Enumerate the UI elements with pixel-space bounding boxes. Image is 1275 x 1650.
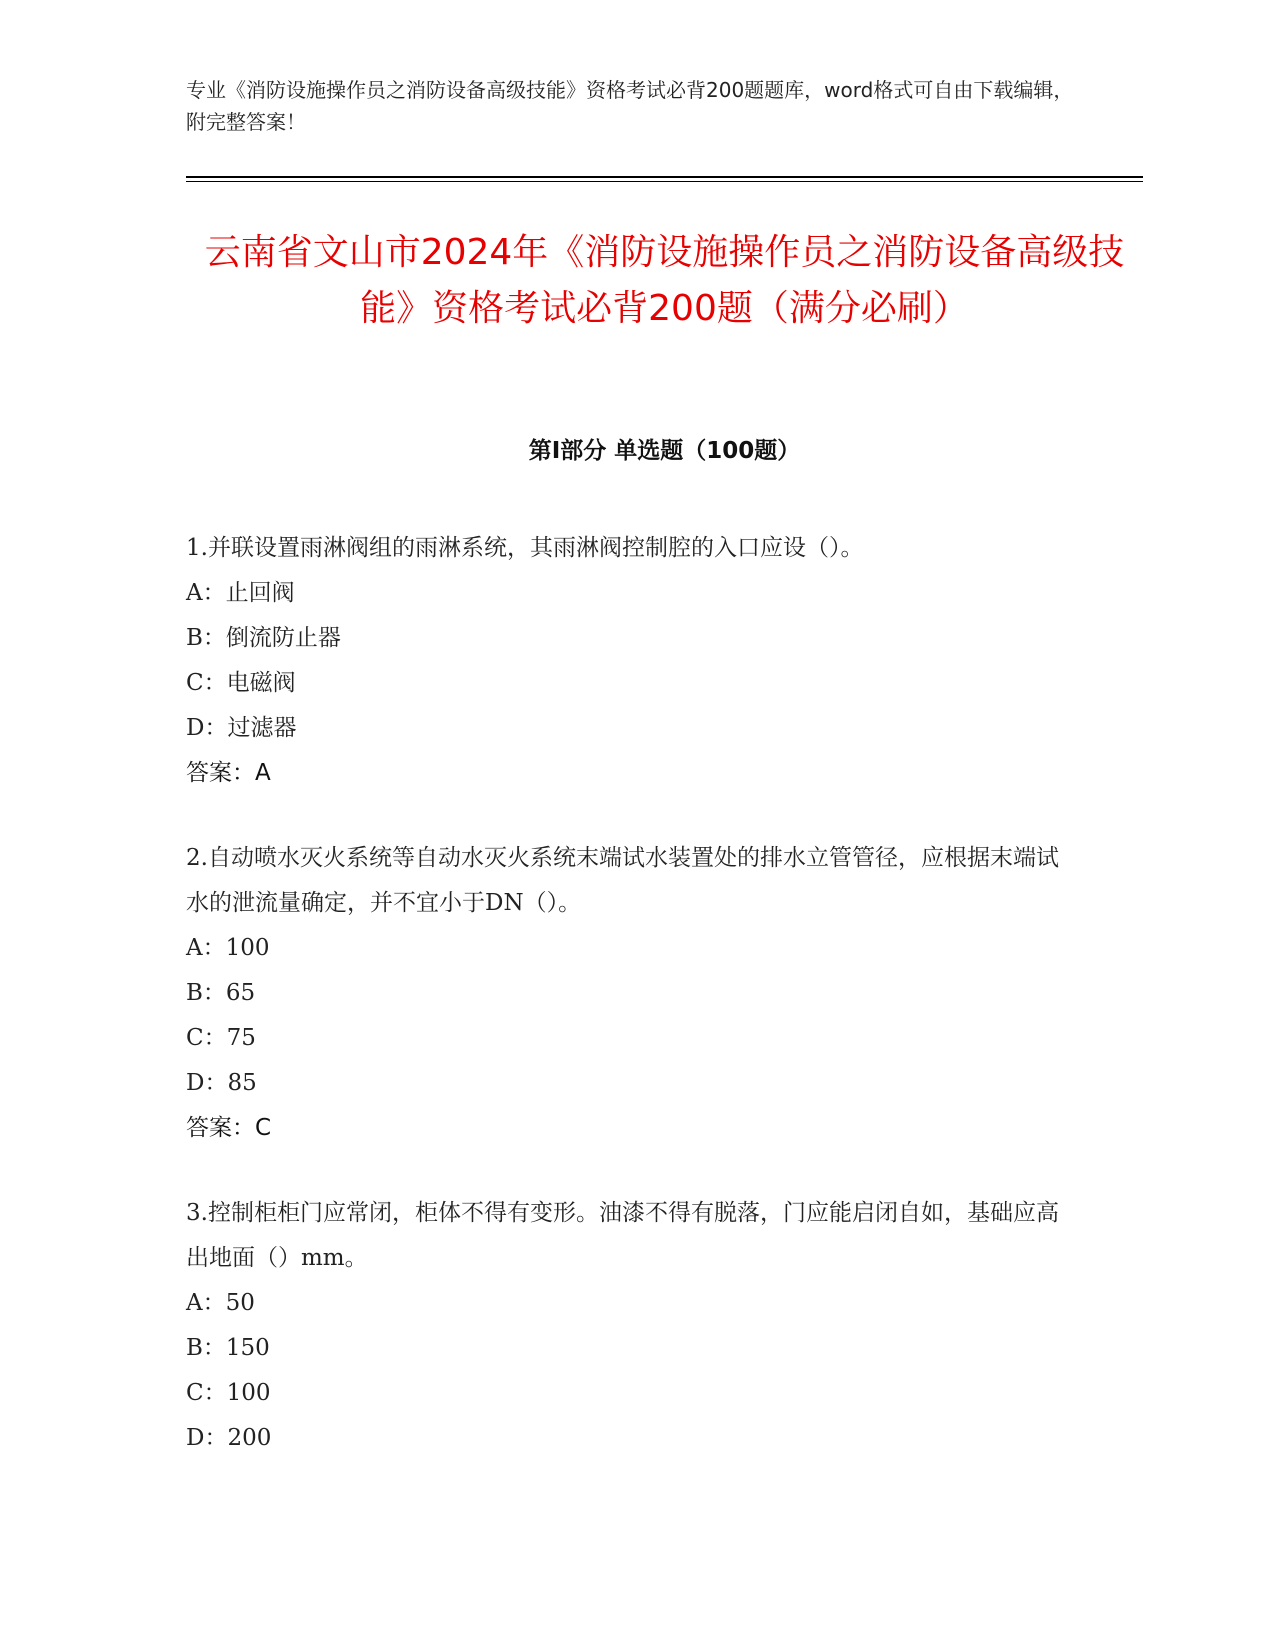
header-divider-thin [186,181,1143,182]
option-a: A：100 [186,935,270,961]
question-2 [186,836,1066,1151]
option-d: D：200 [186,1425,272,1451]
option-b: B：65 [186,980,256,1006]
question-stem: 2.自动喷水灭火系统等自动水灭火系统末端试水装置处的排水立管管径，应根据末端试水的泄流量确定，并不宜小于DN（）。 [186,845,1059,916]
question-3 [186,1191,1066,1461]
question-stem: 3.控制柜柜门应常闭，柜体不得有变形。油漆不得有脱落，门应能启闭自如，基础应高出地面（）mm。 [186,1200,1059,1271]
section-title: 第Ⅰ部分 单选题（100题） [528,438,801,464]
header-divider-thick [186,176,1143,178]
option-c: C：电磁阀 [186,670,296,696]
question-list [186,526,1066,1501]
header-note: 专业《消防设施操作员之消防设备高级技能》资格考试必背200题题库，word格式可自由下载编辑，附完整答案！ [186,78,1074,134]
option-b: B：倒流防止器 [186,625,341,651]
option-d: D：过滤器 [186,715,297,741]
option-c: C：100 [186,1380,271,1406]
option-a: A：50 [186,1290,255,1316]
option-a: A：止回阀 [186,580,295,606]
option-b: B：150 [186,1335,270,1361]
answer: 答案：C [186,1115,272,1141]
answer: 答案：A [186,760,271,786]
option-c: C：75 [186,1025,256,1051]
question-1 [186,526,1066,796]
question-stem: 1.并联设置雨淋阀组的雨淋系统，其雨淋阀控制腔的入口应设（）。 [186,535,864,561]
document-title: 云南省文山市2024年《消防设施操作员之消防设备高级技能》资格考试必背200题（满分必刷） [204,232,1125,329]
option-d: D：85 [186,1070,257,1096]
